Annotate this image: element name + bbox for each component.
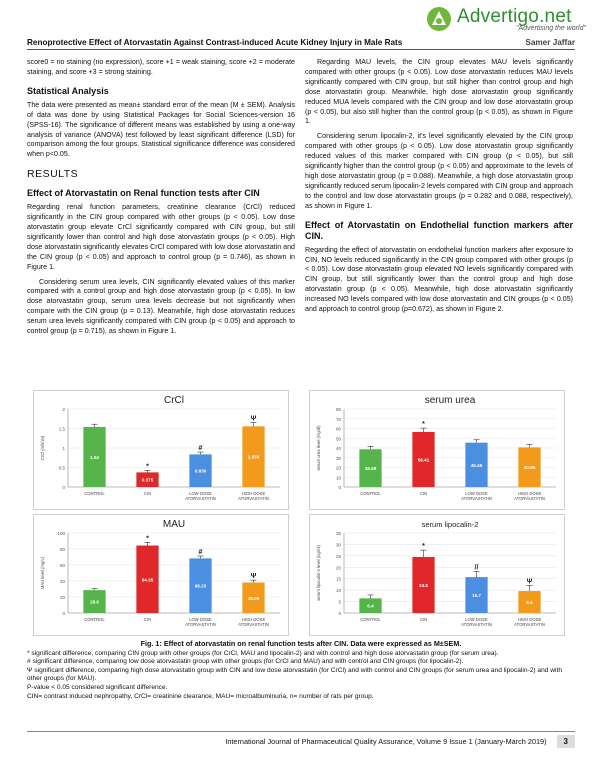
chart-panel-lipocalin bbox=[309, 514, 565, 636]
page-number: 3 bbox=[557, 735, 575, 748]
y-tick-label: 25 bbox=[335, 553, 341, 559]
x-tick-label: HIGH DOSE bbox=[241, 617, 266, 622]
header-authors: Samer Jaffar bbox=[525, 38, 575, 47]
y-tick-label: 20 bbox=[335, 565, 341, 571]
data-label: 38.09 bbox=[247, 595, 260, 601]
y-axis-label: serum urea level (mg/dl) bbox=[316, 425, 321, 471]
lipocalin-chart bbox=[310, 515, 564, 635]
y-tick-label: 20 bbox=[335, 465, 341, 471]
x-tick-label: ATORVASTATIN bbox=[514, 622, 545, 627]
x-tick-label: HIGH DOSE bbox=[517, 617, 542, 622]
x-tick-label: LOW DOSE bbox=[189, 617, 212, 622]
mau-chart bbox=[34, 515, 288, 635]
data-label: 38.68 bbox=[364, 466, 377, 472]
y-tick-label: 1 bbox=[62, 446, 65, 451]
y-tick-label: 0 bbox=[338, 485, 341, 490]
y-tick-label: 60 bbox=[335, 426, 341, 432]
data-label: 68.25 bbox=[194, 583, 207, 589]
x-tick-label: CONTROL bbox=[84, 617, 105, 622]
chart-title: serum urea bbox=[424, 395, 476, 406]
caption-line: Ψ significant difference, comparing high dose atorvastatin group with CIN and low dose atorvastatin (for CrCl) and with control and CIN groups (for serum urea and lipocalin-2) and with other groups (for MAU). bbox=[27, 666, 562, 683]
results-heading: RESULTS bbox=[27, 168, 79, 181]
y-tick-label: 30 bbox=[335, 542, 341, 548]
y-tick-label: 50 bbox=[335, 436, 341, 442]
y-tick-label: 0 bbox=[62, 485, 65, 490]
significance-marker: Ψ bbox=[250, 415, 257, 423]
x-tick-label: ATORVASTATIN bbox=[238, 622, 269, 627]
x-tick-label: CIN bbox=[419, 617, 428, 622]
y-tick-label: 30 bbox=[335, 455, 341, 461]
x-tick-label: CIN bbox=[419, 491, 428, 496]
x-tick-label: LOW DOSE bbox=[465, 491, 488, 496]
y-tick-label: 10 bbox=[335, 475, 341, 481]
chart-title: serum lipocalin-2 bbox=[421, 520, 479, 529]
x-tick-label: CIN bbox=[143, 491, 152, 496]
watermark-brand: Advertigo.net bbox=[457, 6, 572, 27]
statistical-analysis-paragraph: The data were presented as mean± standard error of the mean (M ± SEM). Analysis of data was done by using Statistical Packages for Social Sciences-version 16 (SPSS-16). The significance of different means was established by using a one-way analysis of variance (ANOVA) test followed by least significant difference (LSD) for comparison among the four groups. Statistical significance difference was considered when p<0.05. bbox=[27, 100, 295, 159]
x-tick-label: ATORVASTATIN bbox=[238, 496, 269, 501]
data-label: 6.4 bbox=[367, 603, 374, 609]
renal-paragraph-2: Considering serum urea levels, CIN significantly elevated values of this marker compared with a control group and high dose atorvastatin group (p < 0.05). In low dose atorvastatin group, serum urea levels decrease but not significantly when compare with the CIN group (p = 0.13). Meanwhile, high dose atorvastatin reduces serum urea levels significantly compared with CIN group (p < 0.05) and approach to control group (p = 0.715), as shown in Figure 1. bbox=[27, 277, 295, 336]
data-label: 24.5 bbox=[419, 583, 428, 588]
y-tick-label: 80 bbox=[59, 547, 65, 552]
caption-line: CIN= contrast induced nephropathy, CrCl= creatinine clearance, MAU= microalbuminuria, n= number of rats per group. bbox=[27, 692, 374, 700]
mau-paragraph: Regarding MAU levels, the CIN group elevates MAU levels significantly compared with other groups (p < 0.05). Low dose atorvastatin reduces MAU levels significantly compared with CIN group, but still higher than control group and high dose atorvastatin group. Meanwhile, high dose atorvastatin group significantly reduced MUA levels compared with the CIN group and low dose atorvastatin group (p < 0.05), but also still higher than the control group (p < 0.05), as shown in Figure 1. bbox=[305, 58, 573, 126]
renal-paragraph-1: Regarding renal function parameters, creatinine clearance (CrCl) reduced significantly in the CIN group compared with other groups (p < 0.05). Low dose atorvastatin group elevate CrCl significantly compared with CIN group, but still significantly lower than control and high dose atorvastatin groups (p < 0.05). High dose atorvastatin significantly elevates CrCl compared with low dose atorvastatin and the CIN group (p < 0.05) and approach to control group (p = 0.746), as shown in Figure 1. bbox=[27, 203, 295, 271]
endothelial-heading: Effect of Atorvastatin on Endothelial function markers after CIN. bbox=[305, 219, 573, 241]
left-column bbox=[27, 58, 295, 342]
chart-panel-crcl bbox=[33, 390, 289, 510]
data-label: 0.836 bbox=[194, 468, 207, 474]
y-tick-label: 2 bbox=[62, 407, 65, 412]
data-label: 40.66 bbox=[523, 465, 536, 471]
x-tick-label: CIN bbox=[143, 617, 152, 622]
significance-marker: * bbox=[422, 543, 425, 551]
crcl-chart bbox=[34, 391, 288, 509]
y-tick-label: 70 bbox=[335, 416, 341, 422]
watermark bbox=[424, 4, 592, 34]
statistical-analysis-heading: Statistical Analysis bbox=[27, 85, 109, 96]
page-footer bbox=[27, 731, 575, 748]
x-tick-label: ATORVASTATIN bbox=[185, 622, 216, 627]
y-axis-label: CrCl (ml/min) bbox=[40, 435, 45, 461]
scoring-paragraph: score0 = no staining (no expression), score +1 = weak staining, score +2 = moderate staining, and score +3 = strong staining. bbox=[27, 58, 295, 76]
footer-journal: International Journal of Pharmaceutical Quality Assurance, Volume 9 Issue 1 (January-March 2019) bbox=[225, 736, 547, 746]
y-tick-label: 0 bbox=[338, 611, 341, 616]
significance-marker: * bbox=[146, 535, 149, 543]
x-tick-label: LOW DOSE bbox=[189, 491, 212, 496]
x-tick-label: ATORVASTATIN bbox=[514, 496, 545, 501]
y-tick-label: 10 bbox=[335, 588, 341, 594]
figure-1 bbox=[27, 390, 575, 638]
caption-line: P-value < 0.05 considered significant difference. bbox=[27, 683, 168, 691]
data-label: 0.375 bbox=[141, 477, 154, 483]
significance-marker: Ψ bbox=[250, 573, 257, 581]
y-axis-label: serum lipocalin-2 level (ng/ml) bbox=[316, 545, 321, 601]
x-tick-label: ATORVASTATIN bbox=[185, 496, 216, 501]
chart-title: MAU bbox=[162, 519, 186, 530]
caption-title: Fig. 1: Effect of atorvastatin on renal function tests after CIN. Data were expressed as M±SEM. bbox=[140, 639, 462, 648]
y-tick-label: 15 bbox=[335, 576, 341, 582]
data-label: 15.7 bbox=[472, 593, 481, 599]
data-label: 1.556 bbox=[247, 454, 260, 460]
figure-caption bbox=[27, 640, 575, 701]
data-label: 45.45 bbox=[470, 462, 483, 468]
data-label: 28.6 bbox=[90, 599, 99, 605]
x-tick-label: CONTROL bbox=[360, 491, 381, 496]
significance-marker: # bbox=[198, 549, 203, 556]
chart-panel-mau bbox=[33, 514, 289, 636]
caption-line: # significant difference, comparing low dose atorvastatin group with other groups (for CrCl and MAU) and with control and CIN groups (for lipocalin-2). bbox=[27, 658, 464, 666]
y-tick-label: 40 bbox=[335, 446, 341, 451]
y-tick-label: 35 bbox=[335, 531, 341, 536]
y-tick-label: 40 bbox=[59, 579, 65, 584]
data-label: 9.6 bbox=[526, 600, 533, 606]
significance-marker: * bbox=[422, 421, 425, 429]
x-tick-label: HIGH DOSE bbox=[241, 491, 266, 496]
significance-marker: Ψ bbox=[526, 578, 533, 586]
x-tick-label: ATORVASTATIN bbox=[461, 496, 492, 501]
y-tick-label: 80 bbox=[335, 407, 341, 412]
y-tick-label: 0 bbox=[62, 611, 65, 616]
endothelial-paragraph: Regarding the effect of atorvastatin on endothelial function markers after exposure to CIN, NO levels reduced significantly in the CIN group compared with other groups (p < 0.05). Low dose atorvastatin group elevated NO levels significantly compared with CIN group, but still significantly lower than the control group and high dose atorvastatin group (p < 0.05). Meanwhile, high dose atorvastatin significantly increased NO levels compared with low dose atorvastatin and CIN groups (p < 0.05) and approach to control group (p=0.672), as shown in Figure 2. bbox=[305, 245, 573, 314]
data-label: 84.35 bbox=[141, 577, 154, 583]
watermark-tagline: "Advertising the world" bbox=[516, 25, 586, 32]
x-tick-label: CONTROL bbox=[84, 491, 105, 496]
header-title: Renoprotective Effect of Atorvastatin Against Contrast-induced Acute Kidney Injury in Male Rats bbox=[27, 38, 403, 47]
data-label: 1.54 bbox=[90, 454, 99, 460]
x-tick-label: LOW DOSE bbox=[465, 617, 488, 622]
significance-marker: # bbox=[198, 445, 203, 453]
y-tick-label: 100 bbox=[57, 531, 65, 536]
y-tick-label: 20 bbox=[59, 595, 65, 600]
running-header bbox=[27, 38, 575, 50]
y-tick-label: 5 bbox=[338, 599, 341, 605]
y-axis-label: MAU level (mg/L) bbox=[40, 556, 45, 590]
y-tick-label: 60 bbox=[59, 563, 65, 568]
caption-line: * significant difference, comparing CIN group with other groups (for CrCl, MAU and lipocalin-2) and with control and high dose atorvastatin group (for serum urea). bbox=[27, 649, 499, 657]
x-tick-label: CONTROL bbox=[360, 617, 381, 622]
lipocalin-paragraph: Considering serum lipocalin-2, it's level significantly elevated by the CIN group compared with other groups (p < 0.05). Low dose atorvastatin group significantly reduced values of this marker compared with CIN group (p < 0.05), but still significantly higher than the control group (p < 0.05) and approximate to the levels of high dose atorvastatin group (p = 0.088). Meanwhile, a high dose atorvastatin group significantly reduced serum lipocalin-2 levels compared with CIN group and approach to the control and low dose atorvastatin groups (p = 0.282 and 0.088, respectively), as shown in Figure 1. bbox=[305, 132, 573, 210]
chart-title: CrCl bbox=[164, 395, 184, 406]
y-tick-label: 0.5 bbox=[58, 465, 65, 471]
serum-urea-chart bbox=[310, 391, 564, 509]
right-column bbox=[305, 58, 573, 320]
renal-function-heading: Effect of Atorvastatin on Renal function tests after CIN bbox=[27, 188, 260, 199]
x-tick-label: ATORVASTATIN bbox=[461, 622, 492, 627]
significance-marker: // bbox=[474, 564, 479, 572]
advertigo-logo-icon bbox=[424, 5, 454, 33]
y-tick-label: 1.5 bbox=[58, 426, 65, 432]
chart-panel-serum-urea bbox=[309, 390, 565, 510]
significance-marker: * bbox=[146, 463, 149, 471]
data-label: 56.41 bbox=[417, 457, 430, 463]
x-tick-label: HIGH DOSE bbox=[517, 491, 542, 496]
